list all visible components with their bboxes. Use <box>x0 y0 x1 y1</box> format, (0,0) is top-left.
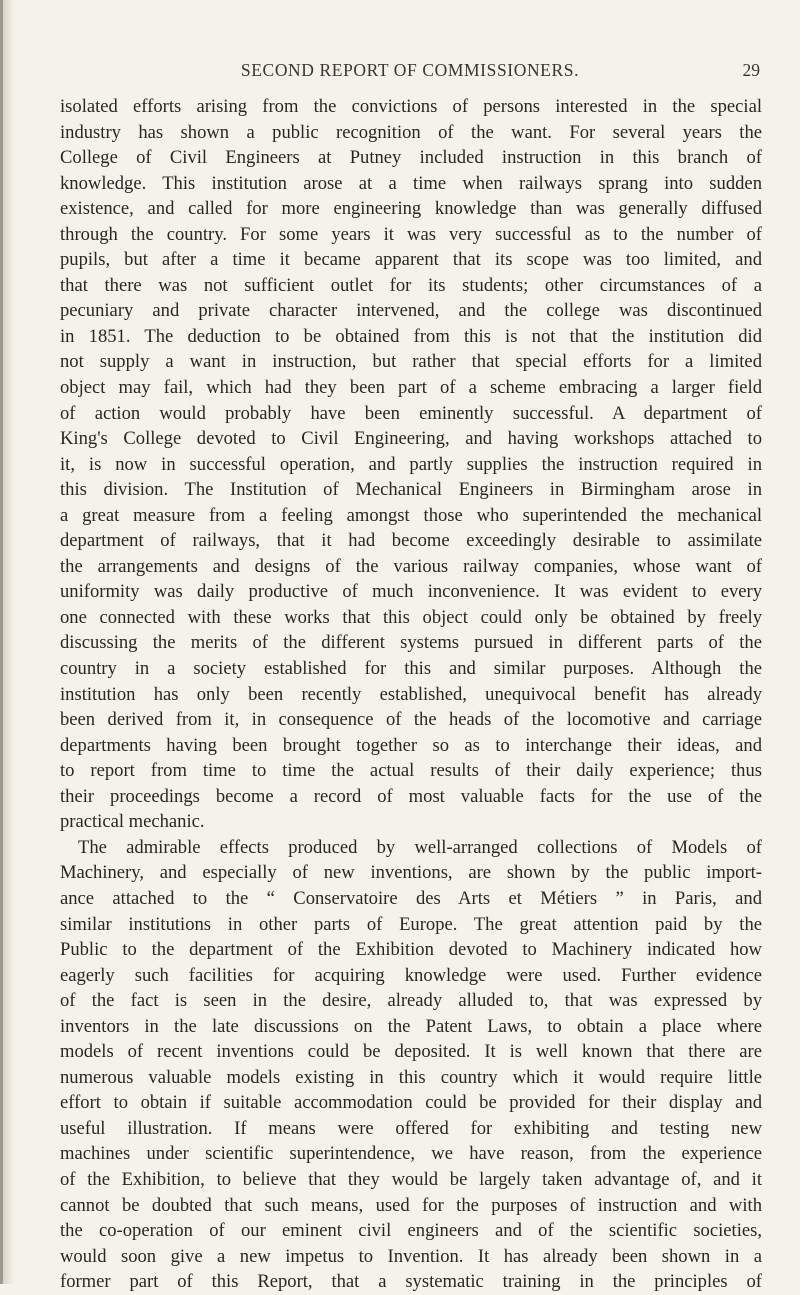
text-line: of the Exhibition, to believe that they would be largely taken advantage of, and it <box>60 1168 762 1190</box>
text-line: Machinery, and especially of new inventions, are shown by the public import- <box>60 862 762 884</box>
text-line: machines under scientific superintendence, we have reason, from the experience <box>60 1143 762 1165</box>
text-line: of the fact is seen in the desire, already alluded to, that was expressed by <box>60 990 762 1012</box>
text-line: isolated efforts arising from the convictions of persons interested in the special <box>60 96 762 117</box>
text-line: uniformity was daily productive of much inconvenience. It was evident to every <box>60 581 762 603</box>
text-line: country in a society established for this and similar purposes. Although the <box>60 658 762 680</box>
text-line: cannot be doubted that such means, used for the purposes of instruction and with <box>60 1194 762 1216</box>
text-line: the co-operation of our eminent civil engineers and of the scientific societies, <box>60 1220 762 1242</box>
text-line: eagerly such facilities for acquiring knowledge were used. Further evidence <box>60 964 762 986</box>
text-line: discussing the merits of the different systems pursued in different parts of the <box>60 632 762 654</box>
text-line: inventors in the late discussions on the Patent Laws, to obtain a place where <box>60 1015 762 1037</box>
text-line: been derived from it, in consequence of the heads of the locomotive and carriage <box>60 709 762 731</box>
page-number: 29 <box>742 60 760 80</box>
text-line: knowledge. This institution arose at a time when railways sprang into sudden <box>60 172 762 194</box>
text-line: Public to the department of the Exhibition devoted to Machinery indicated how <box>60 939 762 961</box>
text-line: of action would probably have been eminently successful. A department of <box>60 402 762 424</box>
text-line: not supply a want in instruction, but rather that special efforts for a limited <box>60 351 762 373</box>
text-line: existence, and called for more engineering knowledge than was generally diffused <box>60 198 762 220</box>
text-line: through the country. For some years it was very successful as to the number of <box>60 223 762 245</box>
text-line: College of Civil Engineers at Putney included instruction in this branch of <box>60 147 762 169</box>
text-line: one connected with these works that this object could only be obtained by freely <box>60 606 762 628</box>
text-line: department of railways, that it had become exceedingly desirable to assimilate <box>60 530 762 552</box>
text-line: that there was not sufficient outlet for its students; other circumstances of a <box>60 274 762 296</box>
paragraph-2 <box>60 835 762 1295</box>
text-line: pecuniary and private character intervened, and the college was discontinued <box>60 300 762 322</box>
body-text <box>60 94 762 1295</box>
text-line: industry has shown a public recognition of the want. For several years the <box>60 121 762 143</box>
text-line: a great measure from a feeling amongst those who superintended the mechanical <box>60 504 762 526</box>
text-line: King's College devoted to Civil Engineering, and having workshops attached to <box>60 428 762 450</box>
text-line: ance attached to the “ Conservatoire des Arts et Métiers ” in Paris, and <box>60 887 762 909</box>
running-title: SECOND REPORT OF COMMISSIONERS. <box>240 60 580 80</box>
text-line: models of recent inventions could be deposited. It is well known that there are <box>60 1041 762 1063</box>
page-binding-edge <box>0 0 3 1284</box>
text-line: institution has only been recently established, unequivocal benefit has already <box>60 683 762 705</box>
paragraph-1 <box>60 94 762 835</box>
text-line: object may fail, which had they been part of a scheme embracing a larger field <box>60 377 762 399</box>
text-line: would soon give a new impetus to Invention. It has already been shown in a <box>60 1245 762 1267</box>
text-line: numerous valuable models existing in this country which it would require little <box>60 1066 762 1088</box>
text-line: their proceedings become a record of most valuable facts for the use of the <box>60 785 762 807</box>
text-line: effort to obtain if suitable accommodation could be provided for their display and <box>60 1092 762 1114</box>
text-line: departments having been brought together so as to interchange their ideas, and <box>60 734 762 756</box>
text-line: it, is now in successful operation, and partly supplies the instruction required in <box>60 453 762 475</box>
text-line: similar institutions in other parts of Europe. The great attention paid by the <box>60 913 762 935</box>
text-line: to report from time to time the actual results of their daily experience; thus <box>60 760 762 782</box>
text-line: practical mechanic. <box>60 811 205 833</box>
running-head <box>60 60 760 84</box>
text-line: the arrangements and designs of the various railway companies, whose want of <box>60 555 762 577</box>
text-line: former part of this Report, that a systematic training in the principles of <box>60 1271 762 1293</box>
text-line: useful illustration. If means were offered for exhibiting and testing new <box>60 1117 762 1139</box>
text-line: pupils, but after a time it became apparent that its scope was too limited, and <box>60 249 762 271</box>
text-line: this division. The Institution of Mechanical Engineers in Birmingham arose in <box>60 479 762 501</box>
text-line: in 1851. The deduction to be obtained from this is not that the institution did <box>60 325 762 347</box>
text-line: The admirable effects produced by well-arranged collections of Models of <box>78 836 762 858</box>
